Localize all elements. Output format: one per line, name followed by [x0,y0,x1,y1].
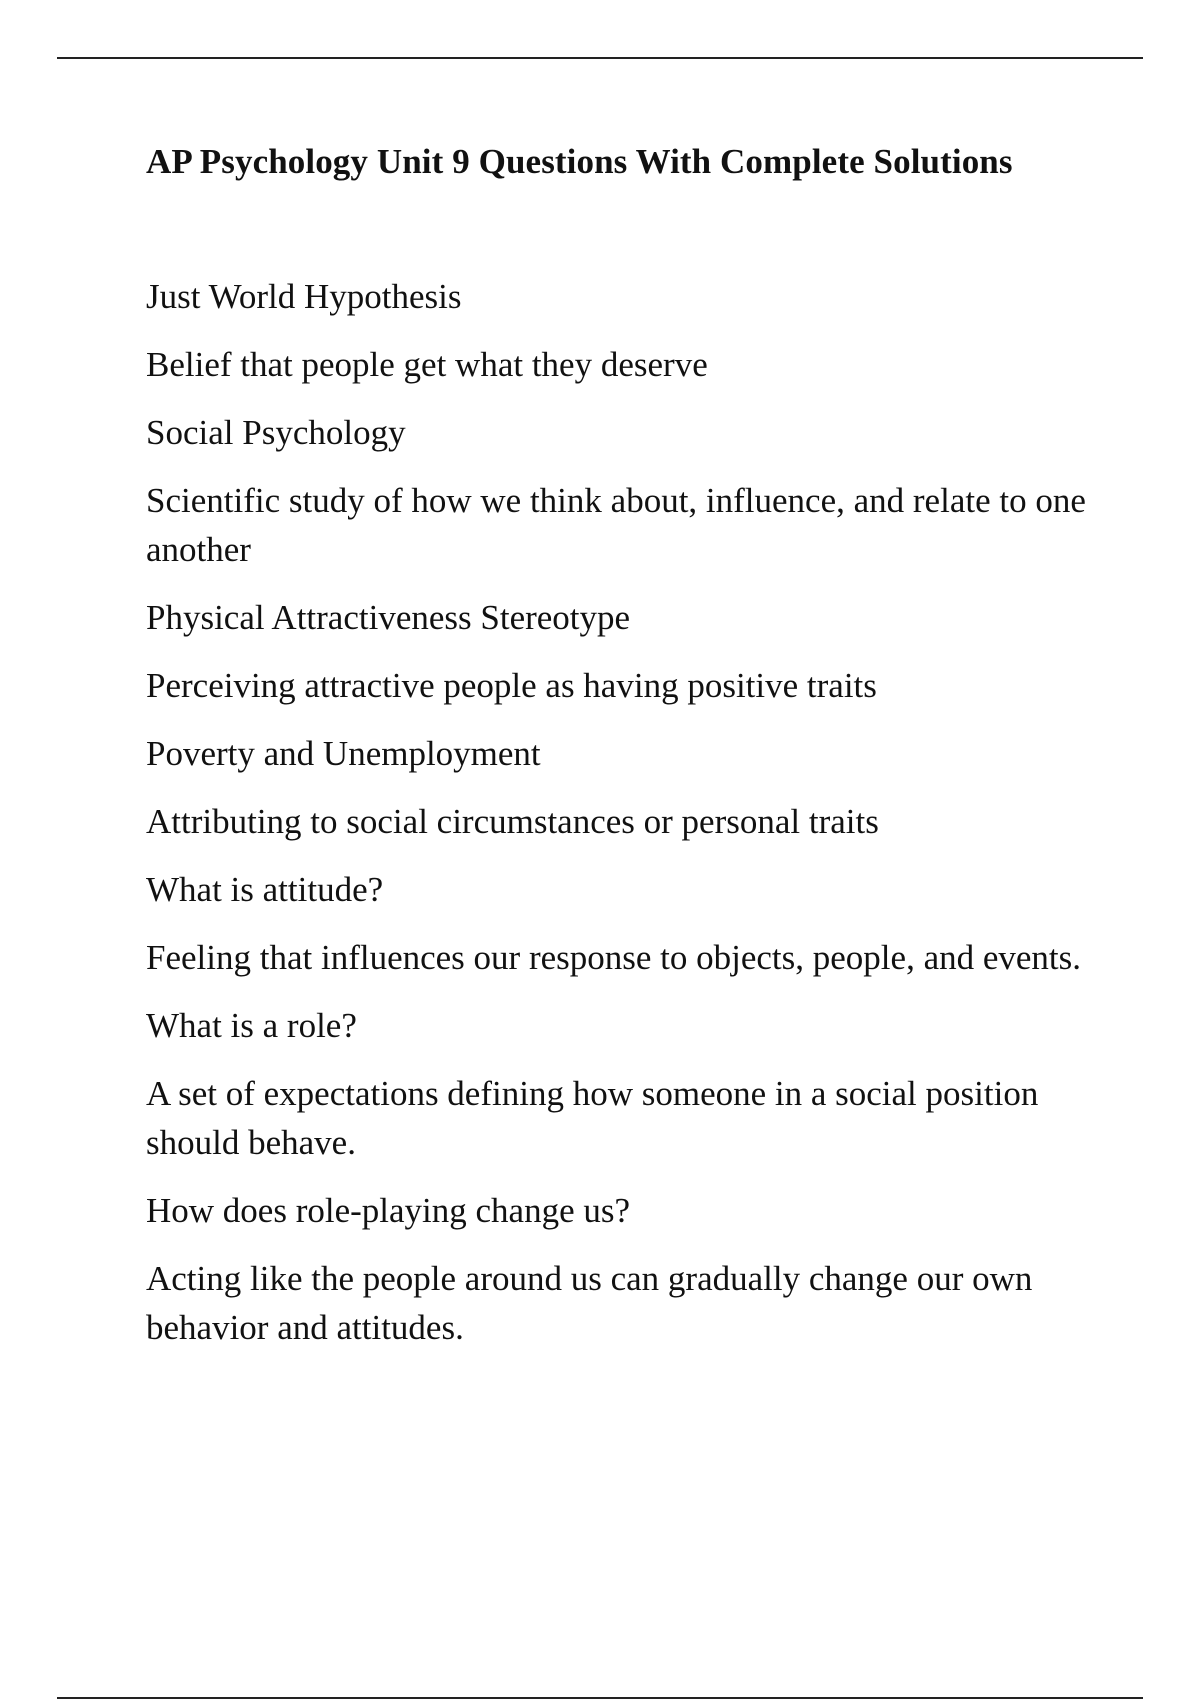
bottom-rule [57,1697,1143,1699]
document-title: AP Psychology Unit 9 Questions With Complete Solutions [146,142,1013,181]
answer-5: Feeling that influences our response to objects, people, and events. [146,938,1082,977]
question-3: Physical Attractiveness Stereotype [146,598,631,637]
answer-4: Attributing to social circumstances or personal traits [146,802,879,841]
question-6: What is a role? [146,1006,357,1045]
question-1: Just World Hypothesis [146,277,462,316]
question-7: How does role-playing change us? [146,1191,631,1230]
answer-7: Acting like the people around us can gradually change our own behavior and attitudes. [146,1259,1033,1347]
top-rule [57,57,1143,59]
answer-3: Perceiving attractive people as having positive traits [146,666,877,705]
answer-2: Scientific study of how we think about, influence, and relate to one another [146,481,1086,569]
question-2: Social Psychology [146,413,406,452]
document-body [146,140,1086,1371]
answer-6: A set of expectations defining how someone in a social position should behave. [146,1074,1039,1162]
answer-1: Belief that people get what they deserve [146,345,708,384]
question-5: What is attitude? [146,870,384,909]
question-4: Poverty and Unemployment [146,734,541,773]
